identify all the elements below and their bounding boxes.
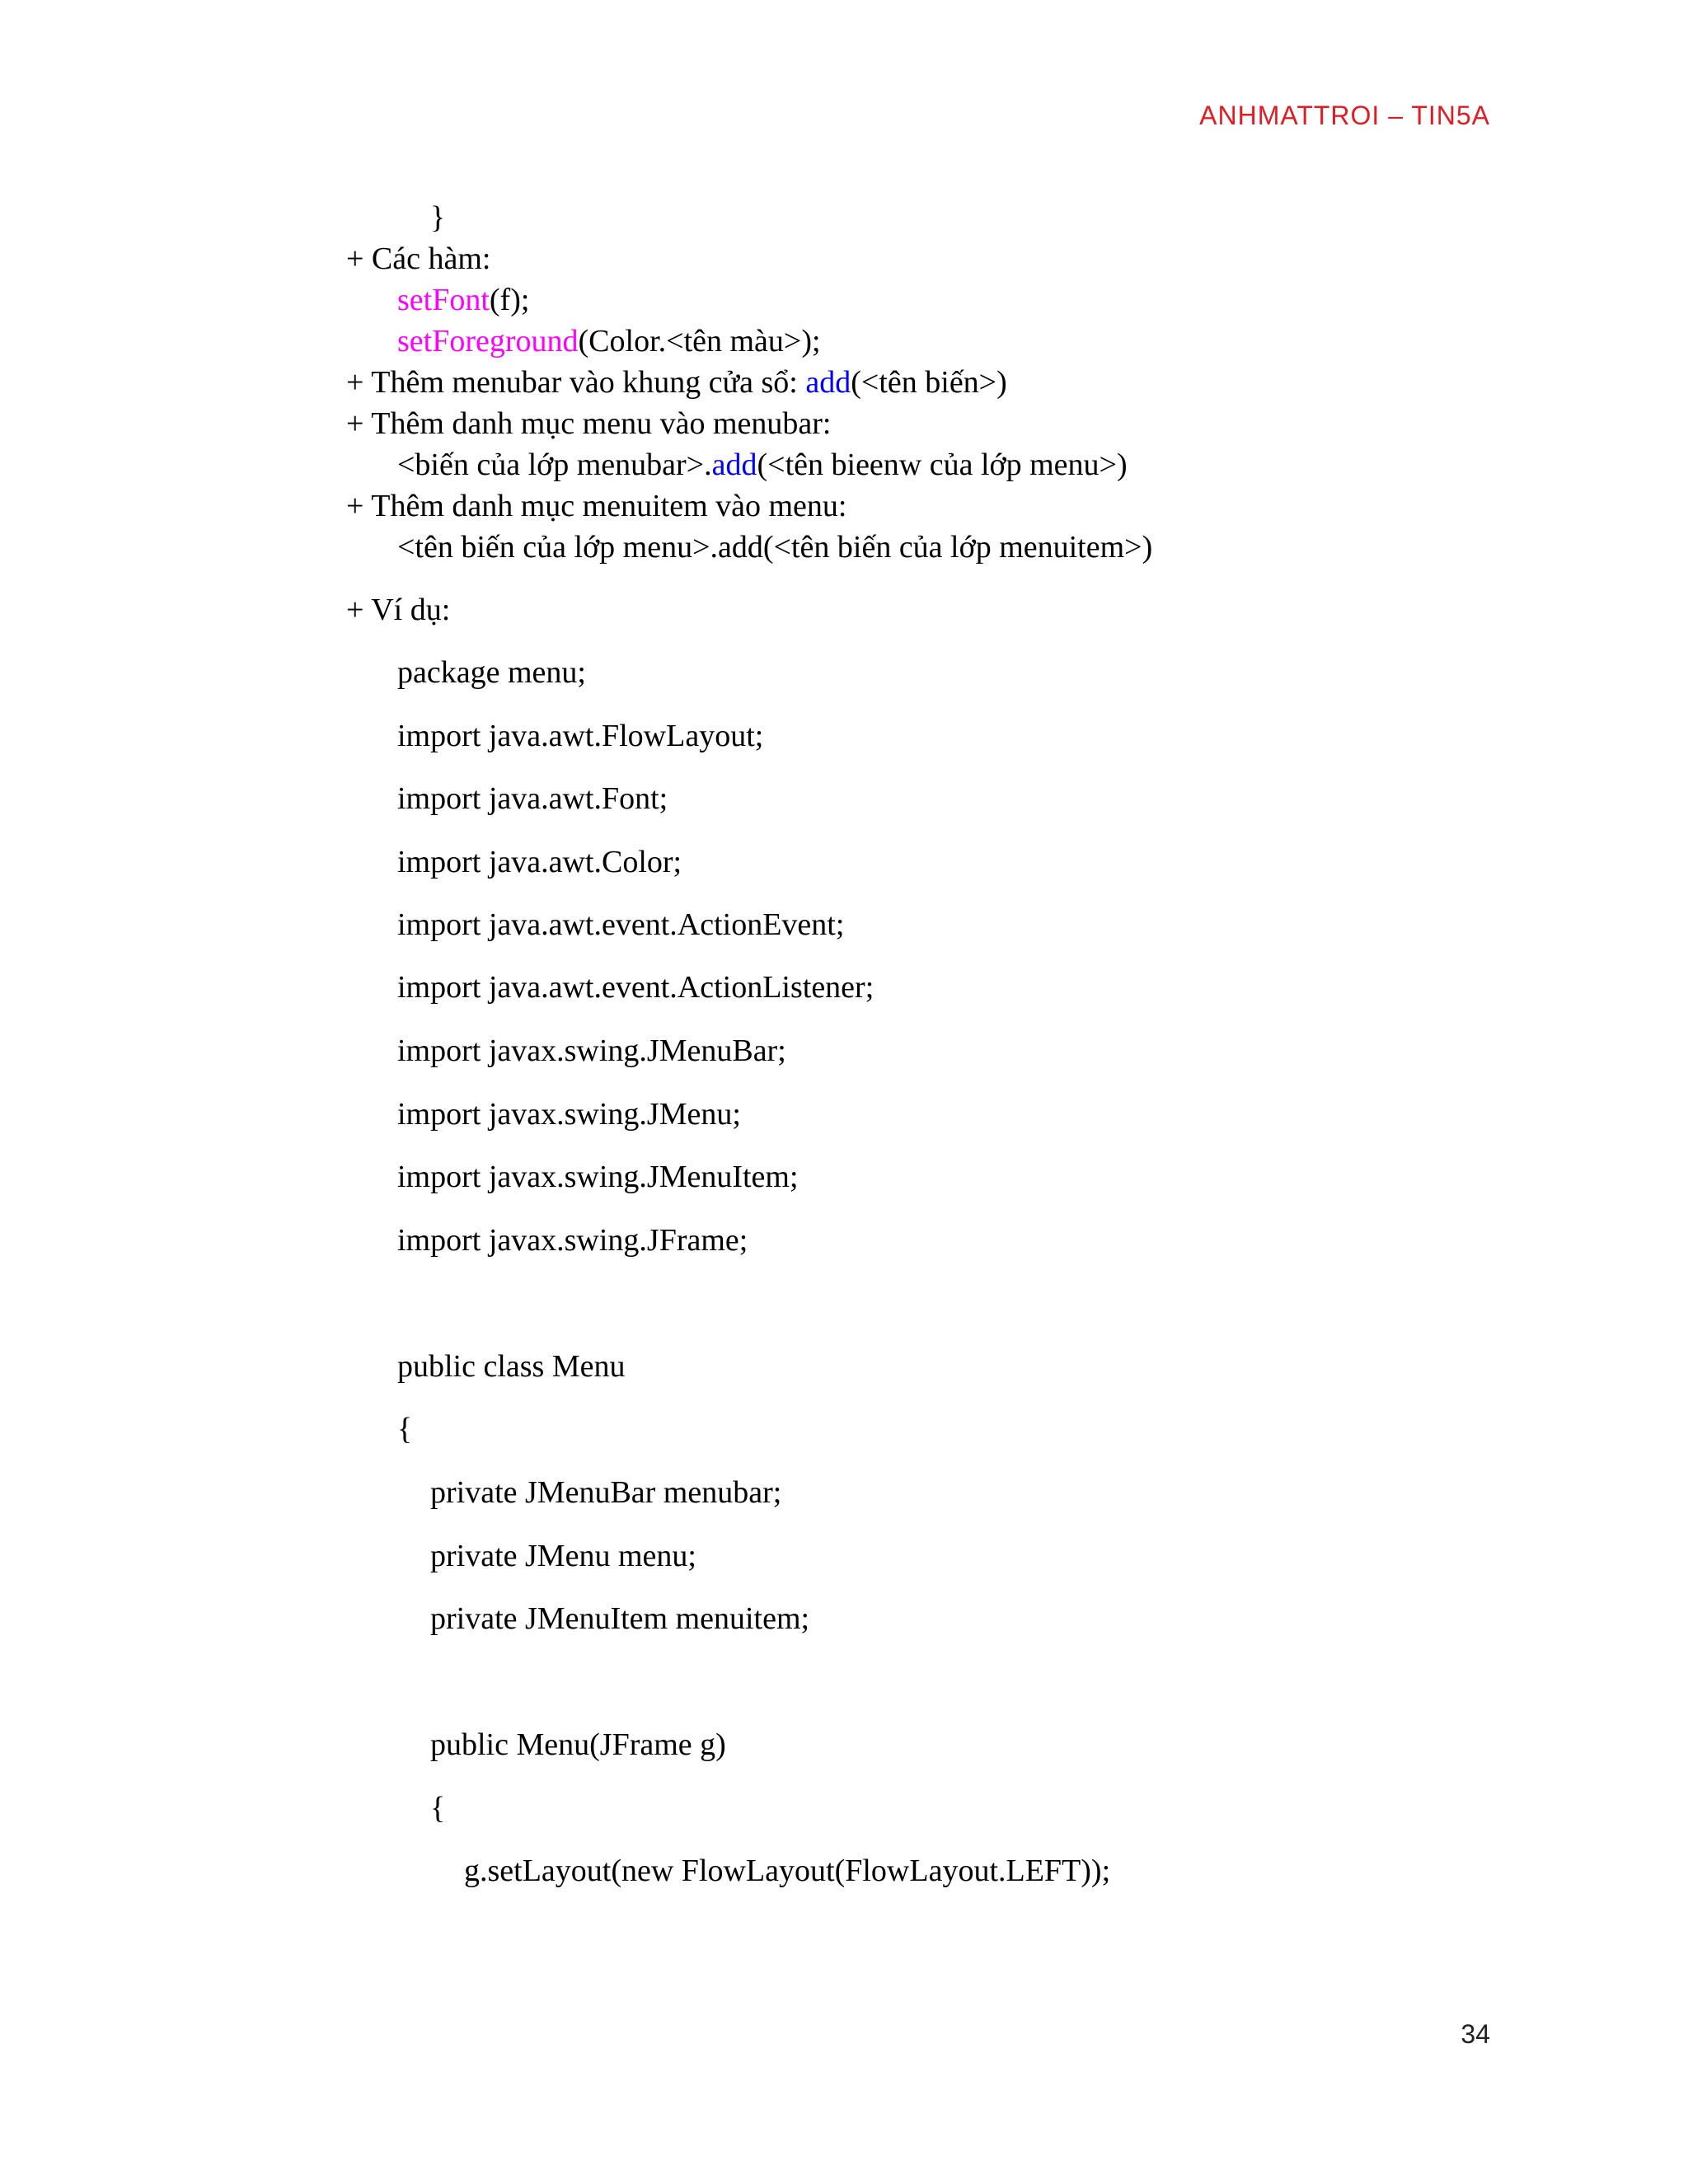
- setfont-args: (f);: [489, 283, 530, 317]
- add-menu-keyword: add: [711, 448, 757, 482]
- code-line: package menu;: [397, 655, 586, 690]
- add-menubar-args: (<tên biến>): [851, 365, 1007, 400]
- code-line: import java.awt.event.ActionEvent;: [397, 907, 845, 942]
- setfont-method: setFont: [397, 283, 490, 317]
- code-line: private JMenuItem menuitem;: [430, 1601, 810, 1636]
- code-line: import java.awt.Font;: [397, 781, 668, 816]
- code-line: g.setLayout(new FlowLayout(FlowLayout.LEFT));: [464, 1854, 1111, 1888]
- add-menubar-line: [346, 364, 1007, 401]
- page-number: 34: [1461, 2019, 1490, 2049]
- setforeground-method: setForeground: [397, 324, 579, 359]
- add-menu-prefix: <biến của lớp menubar>.: [397, 448, 712, 482]
- add-menu-args: (<tên bieenw của lớp menu>): [757, 448, 1128, 482]
- example-heading: + Ví dụ:: [346, 593, 451, 627]
- code-line: import javax.swing.JMenu;: [397, 1097, 741, 1132]
- code-line: import java.awt.FlowLayout;: [397, 719, 764, 753]
- code-line: private JMenuBar menubar;: [430, 1475, 782, 1510]
- code-line: import javax.swing.JFrame;: [397, 1223, 748, 1258]
- code-line: private JMenu menu;: [430, 1539, 696, 1573]
- setfont-line: [397, 282, 529, 318]
- code-line: public class Menu: [397, 1349, 626, 1384]
- add-menu-line: [397, 447, 1128, 483]
- code-line: import java.awt.Color;: [397, 845, 682, 879]
- setforeground-line: [397, 323, 821, 359]
- code-line: import javax.swing.JMenuItem;: [397, 1160, 799, 1194]
- closing-brace: }: [430, 200, 446, 235]
- add-menubar-keyword: add: [805, 365, 851, 400]
- add-item-code: <tên biến của lớp menu>.add(<tên biến của lớp menuitem>): [397, 530, 1153, 565]
- code-line: import java.awt.event.ActionListener;: [397, 970, 874, 1005]
- add-menubar-prefix: + Thêm menubar vào khung cửa sổ:: [346, 365, 806, 400]
- page-header: ANHMATTROI – TIN5A: [1199, 101, 1490, 130]
- code-line: {: [430, 1791, 446, 1825]
- setforeground-args: (Color.<tên màu>);: [578, 324, 821, 359]
- code-line: public Menu(JFrame g): [430, 1727, 726, 1762]
- add-item-heading: + Thêm danh mục menuitem vào menu:: [346, 489, 847, 523]
- code-line: {: [397, 1412, 413, 1446]
- functions-heading: + Các hàm:: [346, 241, 491, 276]
- code-line: import javax.swing.JMenuBar;: [397, 1033, 786, 1068]
- add-menu-heading: + Thêm danh mục menu vào menubar:: [346, 406, 832, 441]
